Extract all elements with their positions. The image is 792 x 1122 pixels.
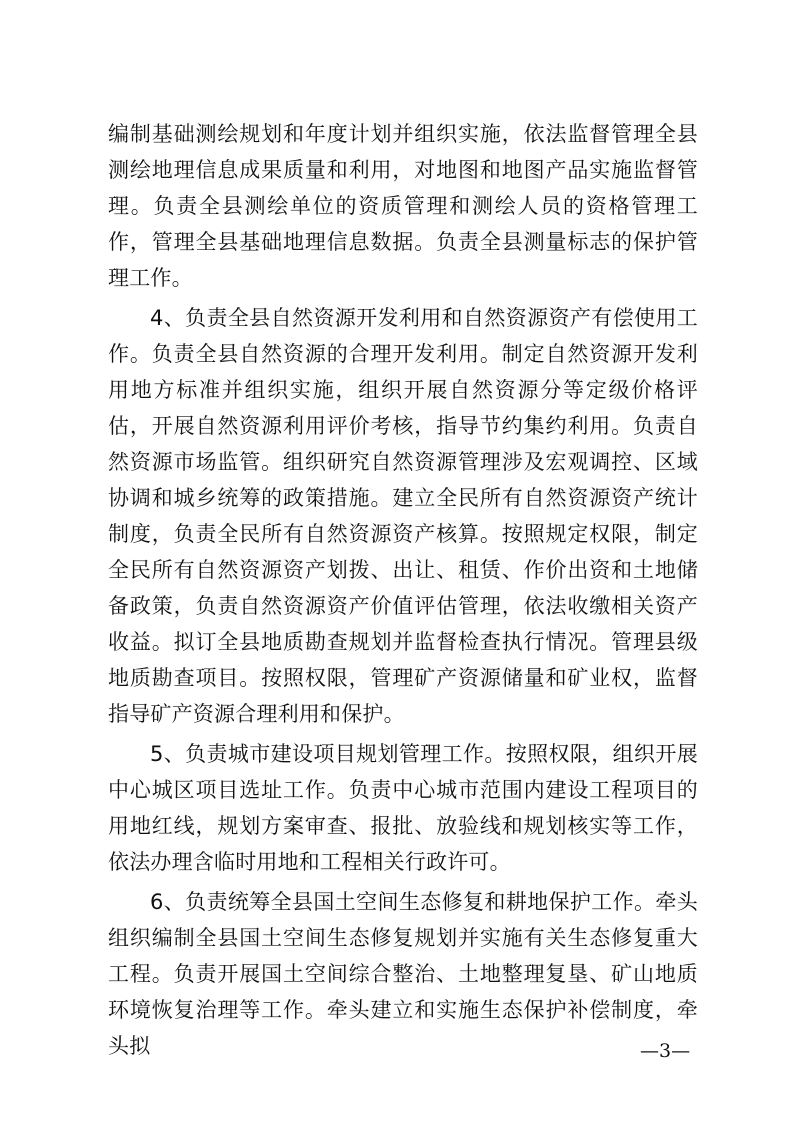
paragraph-surveying: 编制基础测绘规划和年度计划并组织实施，依法监督管理全县测绘地理信息成果质量和利用，对地图和地图产品实施监督管理。负责全县测绘单位的资质管理和测绘人员的资格管理工作，管理全县基础地理信息数据。负责全县测量标志的保护管理工作。 <box>108 122 698 290</box>
page-number: —3— <box>640 1040 691 1062</box>
paragraph-item-6: 6、负责统筹全县国土空间生态修复和耕地保护工作。牵头组织编制全县国土空间生态修复规划并实施有关生态修复重大工程。负责开展国土空间综合整治、土地整理复垦、矿山地质环境恢复治理等工作。牵头建立和实施生态保护补偿制度，牵头拟 <box>108 890 698 1058</box>
body-text <box>108 116 698 1068</box>
paragraph-item-5: 5、负责城市建设项目规划管理工作。按照权限，组织开展中心城区项目选址工作。负责中心城市范围内建设工程项目的用地红线，规划方案审查、报批、放验线和规划核实等工作，依法办理含临时用地和工程相关行政许可。 <box>108 742 698 874</box>
paragraph-item-4: 4、负责全县自然资源开发利用和自然资源资产有偿使用工作。负责全县自然资源的合理开发利用。制定自然资源开发利用地方标准并组织实施，组织开展自然资源分等定级价格评估，开展自然资源利用评价考核，指导节约集约利用。负责自然资源市场监管。组织研究自然资源管理涉及宏观调控、区域协调和城乡统筹的政策措施。建立全民所有自然资源资产统计制度，负责全民所有自然资源资产核算。按照规定权限，制定全民所有自然资源资产划拨、出让、租赁、作价出资和土地储备政策，负责自然资源资产价值评估管理，依法收缴相关资产收益。拟订全县地质勘查规划并监督检查执行情况。管理县级地质勘查项目。按照权限，管理矿产资源储量和矿业权，监督指导矿产资源合理利用和保护。 <box>108 306 698 726</box>
